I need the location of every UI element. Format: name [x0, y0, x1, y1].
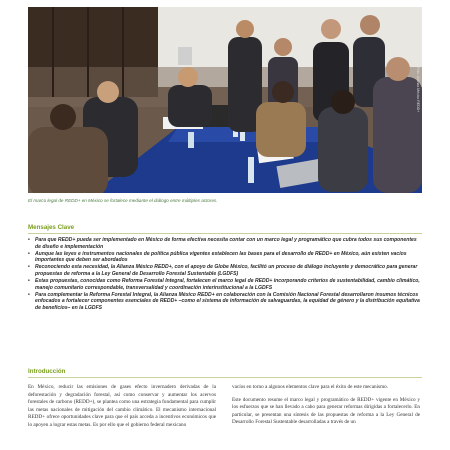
key-message: • Reconociendo esta necesidad, la Alianza México REDD+, con el apoyo de Globe México, facilitó un proceso de diálogo incluyente y democrático para generar propuestas de reforma a la Ley General de Desarrollo Forestal Sustentable (LGDFS) — [28, 264, 422, 277]
key-message: • Para complementar la Reforma Forestal Integral, la Alianza México REDD+ en colaboración con la Comisión Nacional Forestal desarrollaron insumos técnicos enfocados a fortalecer componentes esenciales de REDD+ –como el sistema de información de salvaguardas, la equidad de género y la distribución equitativa de beneficios– en la LGDFS — [28, 292, 422, 312]
key-messages-list — [28, 237, 422, 312]
meeting-photo — [28, 7, 422, 193]
photo-caption: El marco legal de REDD+ en México se fortalece mediante el diálogo entre múltiples actores. — [28, 198, 218, 203]
intro-column-left — [28, 384, 216, 435]
meeting-photo-illustration — [28, 7, 422, 193]
intro-paragraph: En México, reducir las emisiones de gases efecto invernadero derivadas de la deforestación y degradación forestal, así como conservar y aumentar los acervos forestales de carbono (REDD+), se plantea como una estrategia fundamental para cumplir las metas nacionales de mitigación del cambio climático. El mecanismo internacional REDD+ ofrece oportunidades clave para que el país acceda a incentivos económicos que lo apoyen a lograr estas metas. Es por ello que el gobierno federal mexicano — [28, 384, 216, 428]
section-heading-mensajes: Mensajes Clave — [28, 224, 75, 231]
intro-paragraph: Este documento resume el marco legal y programático de REDD+ vigente en México y los esfuerzos que se han llevado a cabo para generar reformas dirigidas a fortalecerlo. En particular, se presentan una síntesis de las propuestas de reforma a la Ley General de Desarrollo Forestal Sustentable desarrolladas a través de un — [232, 396, 420, 426]
intro-column-right — [232, 384, 420, 432]
section-divider — [28, 233, 422, 234]
key-message: • Aunque las leyes e instrumentos nacionales de política pública vigentes establecen las bases para el desarrollo de REDD+ en México, aún existen vacíos importantes que deben ser abordados — [28, 251, 422, 264]
intro-paragraph: vacíos en torno a algunos elementos clave para el éxito de este mecanismo. — [232, 384, 388, 390]
key-message: • Para que REDD+ pueda ser implementado en México de forma efectiva necesita contar con un marco legal y programático que cubra todos sus componentes de diseño e implementación — [28, 237, 422, 250]
section-divider — [28, 377, 422, 378]
photo-credit: Foto: Alianza México REDD+ — [416, 67, 420, 113]
section-heading-introduccion: Introducción — [28, 368, 66, 375]
key-message: • Estas propuestas, conocidas como Reforma Forestal Integral, fortalecen el marco legal de REDD+ incorporando criterios de sustentabilidad, cambio climático, manejo comunitario correspondable, transversalidad y coordinación interinstitucional a la LGDFS — [28, 278, 422, 291]
